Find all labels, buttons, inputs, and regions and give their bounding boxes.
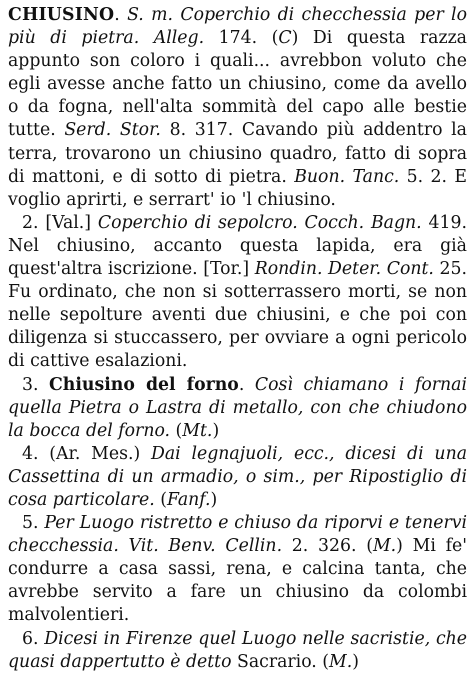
text-run: 6. [22, 628, 45, 649]
paragraph-sense-4 [8, 443, 467, 512]
text-run: ) [212, 420, 220, 441]
text-run: ) Di questa razza appunto son coloro i quali... avrebbon voluto che egli avesse anche fatto un chiusino, come da avello o da fogna, nell'alta sommità del capo alle bestie tutte. [8, 28, 467, 141]
text-run: Sacrario. ( [231, 651, 330, 672]
paragraph-main [8, 4, 467, 212]
text-run: 174. ( [204, 28, 279, 49]
text-run: 5. [22, 513, 45, 534]
text-run: ( [154, 489, 167, 510]
text-run: ( [170, 420, 183, 441]
text-run: Chiusino del forno [49, 374, 239, 395]
text-run: Così chiamano i fornai quella Pietra o Lastra di metallo, con che chiudono la bocca del forno. [8, 374, 467, 441]
text-run: ) [352, 651, 359, 672]
paragraph-sense-2 [8, 212, 467, 374]
text-run: Per Luogo ristretto e chiuso da riporvi e tenervi checchessia. Vit. Benv. Cellin. [8, 513, 468, 557]
text-run: 25. Fu ordinato, che non si sotterrassero morti, se non nelle sepolture aventi due chiusini, e che poi con diligenza si stuccassero, per ovviare a ogni pericolo di cattive esalazioni. [8, 259, 467, 372]
text-run: 5. 2. E voglio aprirti, e serrart' io 'l chiusino. [8, 166, 467, 210]
paragraph-sense-6 [8, 628, 467, 674]
text-run: 419. Nel chiusino, accanto questa lapida, era già quest'altra iscrizione. [Tor.] [8, 212, 467, 280]
text-run: Serd. Stor. [64, 120, 161, 141]
text-run: . [114, 5, 128, 25]
text-run: CHIUSINO [8, 5, 115, 25]
text-run: Dicesi in Firenze quel Luogo nelle sacristie, che quasi dappertutto è detto [8, 628, 467, 672]
text-run: Coperchio di sepolcro. Cocch. Bagn. [97, 212, 422, 233]
text-run: 8. 317. Cavando più addentro la terra, trovarono un chiusino quadro, fatto di sopra di mattoni, e di sotto di pietra. [8, 120, 467, 187]
text-run: 4. (Ar. Mes.) [22, 443, 151, 464]
text-run: Fanf. [167, 489, 211, 510]
text-run: C [278, 28, 292, 49]
text-run: Dai legnajuoli, ecc., dicesi di una Cassettina di un armadio, o sim., per Ripostiglio di cosa particolare. [8, 443, 467, 510]
text-run: 2. 326. ( [282, 536, 373, 557]
paragraph-sense-3 [8, 374, 467, 443]
text-run: . [238, 374, 255, 395]
text-run: M. [372, 536, 397, 557]
text-run: S. m. Coperchio di checchessia per lo più di pietra. Alleg. [8, 5, 467, 49]
entry-body [8, 4, 467, 674]
text-run: 2. [Val.] [22, 212, 98, 233]
paragraph-sense-5 [8, 512, 467, 627]
text-run: Mt. [182, 420, 213, 441]
text-run: ) Mi fe' condurre a casa sassi, rena, e calcina tanta, che avrebbe servito a fare un chiusino da colombi malvolentieri. [8, 536, 467, 626]
text-run: M. [329, 651, 353, 672]
text-run: Rondin. Deter. Cont. [254, 259, 434, 280]
text-run: 3. [22, 374, 50, 395]
text-run: Buon. Tanc. [294, 166, 400, 187]
text-run: ) [210, 489, 218, 510]
